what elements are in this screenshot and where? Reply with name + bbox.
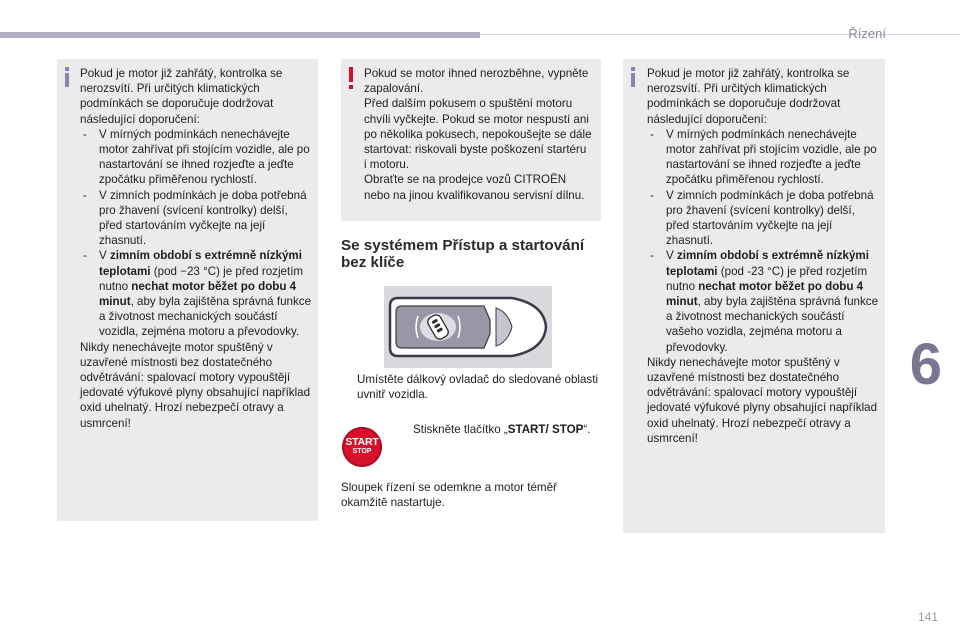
- info-outro: Nikdy nenechávejte motor spuštěný v uzavřené místnosti bez dostatečného odvětrávání: spalovací motory vypouštějí jedovaté výfukové plyny obsahující například oxid uhelnatý. Hrozí nebezpečí otravy a usmrcení!: [647, 355, 878, 445]
- step-press-button: [397, 422, 597, 437]
- start-label: START: [345, 436, 379, 448]
- info-intro: Pokud je motor již zahřátý, kontrolka se nerozsvítí. Při určitých klimatických podmínkách se doporučuje dodržovat následující doporučení:: [80, 67, 283, 126]
- list-item: - V zimním období s extrémně nízkými teplotami (pod -23 °C) je před rozjetím nutno nechat motor běžet po dobu 4 minut, aby byla zajištěna správná funkce a životnost mechanických součástí vašeho vozidla, zejména motoru a převodovky.: [647, 248, 880, 354]
- chapter-number: 6: [909, 332, 942, 397]
- warning-text-3: Obraťte se na prodejce vozů CITROËN nebo na jinou kvalifikovanou servisní dílnu.: [364, 173, 585, 202]
- header-rule: [480, 34, 960, 35]
- info-box-left: [57, 59, 318, 521]
- start-stop-button: [342, 427, 382, 467]
- stop-label: STOP: [352, 448, 372, 455]
- warning-icon: [349, 67, 355, 89]
- final-text: Sloupek řízení se odemkne a motor téměř okamžitě nastartuje.: [341, 481, 557, 509]
- warning-text-2: Před dalším pokusem o spuštění motoru chvíli vyčkejte. Pokud se motor nespustí ani po několika pokusech, nepokoušejte se dále startovat: riskovali byste poškození startéru i motoru.: [364, 97, 592, 172]
- info-outro: Nikdy nenechávejte motor spuštěný v uzavřené místnosti bez dostatečného odvětrávání: spalovací motory vypouštějí jedovaté výfukové plyny obsahující například oxid uhelnatý. Hrozí nebezpečí otravy a usmrcení!: [80, 340, 311, 430]
- step-place-remote: [341, 372, 601, 402]
- section-title: Řízení: [848, 26, 886, 41]
- info-box-right: [623, 59, 885, 533]
- step-text: Umístěte dálkový ovladač do sledované oblasti uvnitř vozidla.: [357, 373, 599, 401]
- list-item: - V zimních podmínkách je doba potřebná pro žhavení (svícení kontrolky) delší, před startováním vyčkejte na její zhasnutí.: [647, 188, 880, 249]
- info-icon: [631, 67, 635, 87]
- step-text: Stiskněte tlačítko „START/ STOP“.: [413, 423, 591, 436]
- warning-box: [341, 59, 601, 221]
- list-item: - V mírných podmínkách nenechávejte motor zahřívat při stojícím vozidle, ale po nastartování se ihned rozjeďte a jeďte zpočátku přiměřenou rychlostí.: [80, 127, 312, 188]
- header-accent-bar: [0, 32, 480, 38]
- page-number: 141: [917, 610, 938, 624]
- list-item: - V zimním období s extrémně nízkými teplotami (pod −23 °C) je před rozjetím nutno nechat motor běžet po dobu 4 minut, aby byla zajištěna správná funkce a životnost mechanických součástí vozidla, zejména motoru a převodovky.: [80, 248, 312, 339]
- info-intro: Pokud je motor již zahřátý, kontrolka se nerozsvítí. Při určitých klimatických podmínkách se doporučuje dodržovat následující doporučení:: [647, 67, 850, 126]
- list-item: - V zimních podmínkách je doba potřebná pro žhavení (svícení kontrolky) delší, před startováním vyčkejte na její zhasnutí.: [80, 188, 312, 249]
- warning-text-1: Pokud se motor ihned nerozběhne, vypněte zapalování.: [364, 67, 589, 96]
- car-key-illustration: [384, 286, 552, 368]
- list-item: - V mírných podmínkách nenechávejte motor zahřívat při stojícím vozidle, ale po nastartování se ihned rozjeďte a jeďte zpočátku přiměřenou rychlostí.: [647, 127, 880, 188]
- section-heading: Se systémem Přístup a startování bez klíče: [341, 237, 585, 271]
- info-icon: [65, 67, 69, 87]
